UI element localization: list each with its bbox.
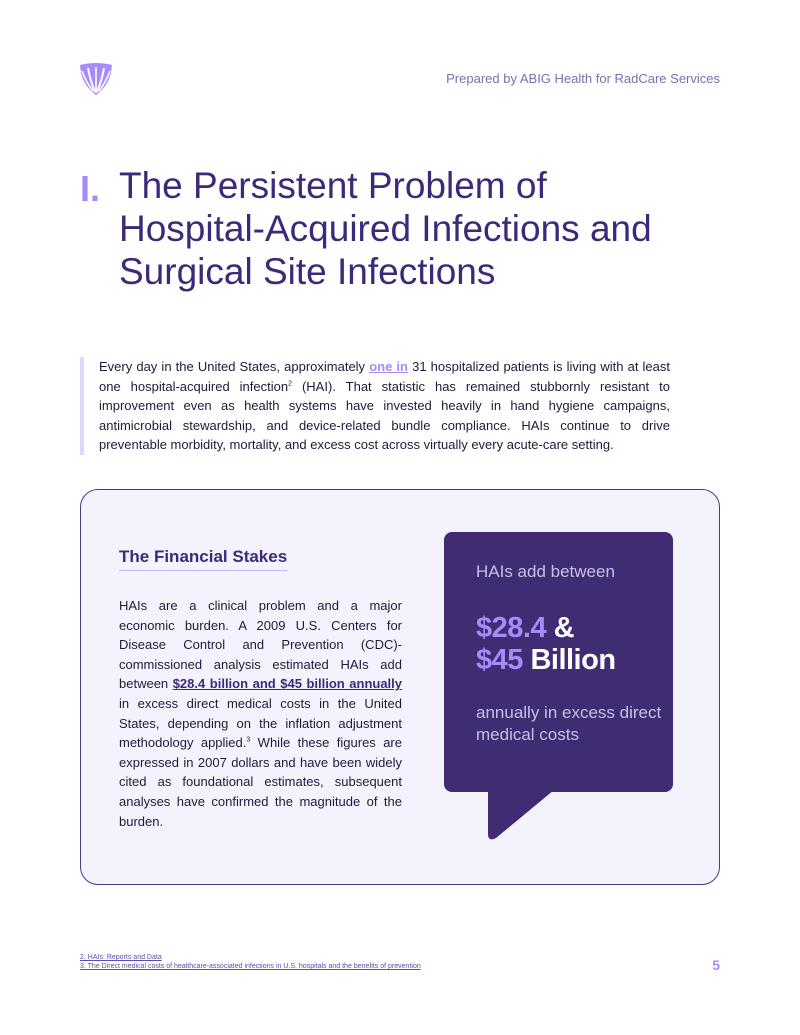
financial-text-3: While these figures are expressed in 2007 dollars and have been widely cited as foundational estimates, subsequent analyses have confirmed the magnitude of the burden. <box>119 735 402 829</box>
footnotes <box>80 953 421 971</box>
intro-text-2: 31 hospitalized patients is living with at least one hospital-acquired infection <box>99 359 671 394</box>
intro-text-3: (HAI). That statistic has remained stubbornly resistant to improvement even as health systems have invested heavily in hand hygiene campaigns, antimicrobial stewardship, and device-related bundle compliance. HAIs continue to drive preventable morbidity, mortality, and excess cost across virtually every acute-care setting. <box>99 378 670 453</box>
intro-text-1: Every day in the United States, approximately <box>99 359 370 374</box>
financial-text-1: HAIs are a clinical problem and a major economic burden. A 2009 U.S. Centers for Disease Control and Prevention (CDC)-commissioned analysis estimated HAIs add between <box>119 598 402 692</box>
stat-value-low: $28.4 <box>476 612 547 644</box>
stat-value-high: $45 <box>476 644 523 676</box>
section-number: I. <box>80 168 101 209</box>
financial-text-2: in excess direct medical costs in the United States, depending on the inflation adjustment methodology applied. <box>119 695 402 751</box>
stat-lead-text: HAIs add between <box>476 562 615 581</box>
page-number: 5 <box>712 957 720 973</box>
footnote-ref-2[interactable]: 2 <box>288 380 292 388</box>
intro-highlight-link[interactable]: one in <box>369 359 408 374</box>
financial-stakes-heading: The Financial Stakes <box>119 547 287 571</box>
speech-bubble-tail <box>444 790 673 842</box>
footnote-3-link[interactable]: 3. The Direct medical costs of healthcare-associated infections in U.S. hospitals and the benefits of prevention <box>80 963 421 970</box>
footnote-ref-3[interactable]: 3 <box>246 736 251 744</box>
stat-unit: Billion <box>522 644 616 676</box>
stat-amount <box>476 612 616 676</box>
stat-callout <box>444 532 673 792</box>
page-title: The Persistent Problem of Hospital-Acquired Infections and Surgical Site Infections <box>119 165 652 292</box>
financial-stakes-paragraph <box>119 596 402 831</box>
stat-foot-text: annually in excess direct medical costs <box>476 703 662 744</box>
stat-ampersand: & <box>546 612 575 644</box>
prepared-by-header: Prepared by ABIG Health for RadCare Services <box>446 71 720 86</box>
intro-paragraph <box>80 357 670 455</box>
financial-highlight-link[interactable]: $28.4 billion and $45 billion annually <box>172 676 403 692</box>
shield-logo-icon <box>78 62 114 96</box>
footnote-2-link[interactable]: 2. HAIs: Reports and Data <box>80 954 162 961</box>
financial-stakes-card <box>80 489 720 885</box>
